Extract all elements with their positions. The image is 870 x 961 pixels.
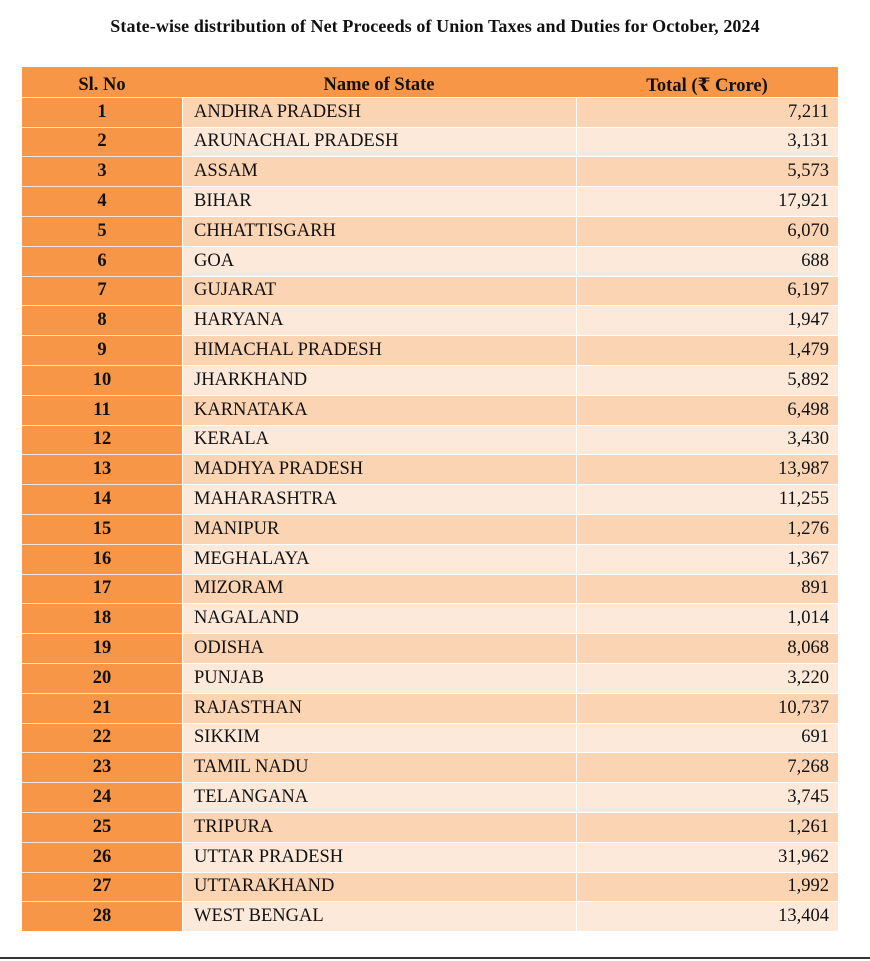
row-total: 1,367	[576, 544, 838, 574]
row-total: 5,892	[576, 365, 838, 395]
row-state-name: ARUNACHAL PRADESH	[182, 127, 576, 157]
row-state-name: UTTAR PRADESH	[182, 842, 576, 872]
row-total: 1,261	[576, 812, 838, 842]
row-total: 1,992	[576, 872, 838, 902]
row-state-name: MAHARASHTRA	[182, 484, 576, 514]
row-total: 13,987	[576, 454, 838, 484]
row-total: 7,211	[576, 97, 838, 127]
row-total: 3,745	[576, 782, 838, 812]
row-state-name: UTTARAKHAND	[182, 872, 576, 902]
row-sl-no: 24	[22, 782, 182, 812]
row-sl-no: 26	[22, 842, 182, 872]
row-state-name: ODISHA	[182, 633, 576, 663]
document-title: State-wise distribution of Net Proceeds of Union Taxes and Duties for October, 2024	[110, 16, 760, 36]
row-sl-no: 21	[22, 693, 182, 723]
row-total: 7,268	[576, 752, 838, 782]
row-total: 6,197	[576, 276, 838, 306]
row-sl-no: 11	[22, 395, 182, 425]
row-state-name: HIMACHAL PRADESH	[182, 335, 576, 365]
header-total: Total (₹ Crore)	[576, 67, 838, 104]
row-total: 3,220	[576, 663, 838, 693]
row-sl-no: 22	[22, 723, 182, 753]
row-sl-no: 15	[22, 514, 182, 544]
row-sl-no: 7	[22, 276, 182, 306]
row-sl-no: 3	[22, 156, 182, 186]
row-sl-no: 12	[22, 425, 182, 455]
row-state-name: MEGHALAYA	[182, 544, 576, 574]
row-total: 688	[576, 246, 838, 276]
row-total: 11,255	[576, 484, 838, 514]
row-state-name: KARNATAKA	[182, 395, 576, 425]
row-state-name: GOA	[182, 246, 576, 276]
row-total: 10,737	[576, 693, 838, 723]
row-state-name: TAMIL NADU	[182, 752, 576, 782]
row-state-name: KERALA	[182, 425, 576, 455]
row-sl-no: 4	[22, 186, 182, 216]
row-sl-no: 25	[22, 812, 182, 842]
row-sl-no: 13	[22, 454, 182, 484]
row-state-name: TELANGANA	[182, 782, 576, 812]
row-total: 6,498	[576, 395, 838, 425]
row-state-name: WEST BENGAL	[182, 901, 576, 931]
row-total: 31,962	[576, 842, 838, 872]
page-divider	[0, 957, 870, 959]
row-total: 1,276	[576, 514, 838, 544]
row-total: 17,921	[576, 186, 838, 216]
row-total: 1,014	[576, 603, 838, 633]
row-total: 3,430	[576, 425, 838, 455]
row-sl-no: 27	[22, 872, 182, 902]
row-sl-no: 8	[22, 305, 182, 335]
row-sl-no: 10	[22, 365, 182, 395]
row-total: 1,947	[576, 305, 838, 335]
row-state-name: MANIPUR	[182, 514, 576, 544]
row-sl-no: 18	[22, 603, 182, 633]
row-state-name: SIKKIM	[182, 723, 576, 753]
header-state-name: Name of State	[182, 67, 576, 104]
row-sl-no: 6	[22, 246, 182, 276]
row-state-name: JHARKHAND	[182, 365, 576, 395]
header-sl-no: Sl. No	[22, 67, 182, 104]
row-state-name: BIHAR	[182, 186, 576, 216]
row-state-name: HARYANA	[182, 305, 576, 335]
row-state-name: MADHYA PRADESH	[182, 454, 576, 484]
row-sl-no: 20	[22, 663, 182, 693]
row-sl-no: 17	[22, 574, 182, 604]
row-total: 3,131	[576, 127, 838, 157]
row-total: 691	[576, 723, 838, 753]
row-total: 891	[576, 574, 838, 604]
row-state-name: PUNJAB	[182, 663, 576, 693]
state-distribution-table	[22, 67, 838, 931]
row-sl-no: 19	[22, 633, 182, 663]
row-state-name: TRIPURA	[182, 812, 576, 842]
row-sl-no: 2	[22, 127, 182, 157]
row-total: 5,573	[576, 156, 838, 186]
row-sl-no: 9	[22, 335, 182, 365]
row-sl-no: 14	[22, 484, 182, 514]
row-state-name: MIZORAM	[182, 574, 576, 604]
row-state-name: ASSAM	[182, 156, 576, 186]
row-sl-no: 1	[22, 97, 182, 127]
row-total: 6,070	[576, 216, 838, 246]
row-state-name: ANDHRA PRADESH	[182, 97, 576, 127]
row-state-name: RAJASTHAN	[182, 693, 576, 723]
row-sl-no: 16	[22, 544, 182, 574]
row-sl-no: 23	[22, 752, 182, 782]
row-sl-no: 28	[22, 901, 182, 931]
row-sl-no: 5	[22, 216, 182, 246]
row-state-name: GUJARAT	[182, 276, 576, 306]
row-total: 13,404	[576, 901, 838, 931]
row-state-name: NAGALAND	[182, 603, 576, 633]
row-total: 1,479	[576, 335, 838, 365]
row-total: 8,068	[576, 633, 838, 663]
row-state-name: CHHATTISGARH	[182, 216, 576, 246]
